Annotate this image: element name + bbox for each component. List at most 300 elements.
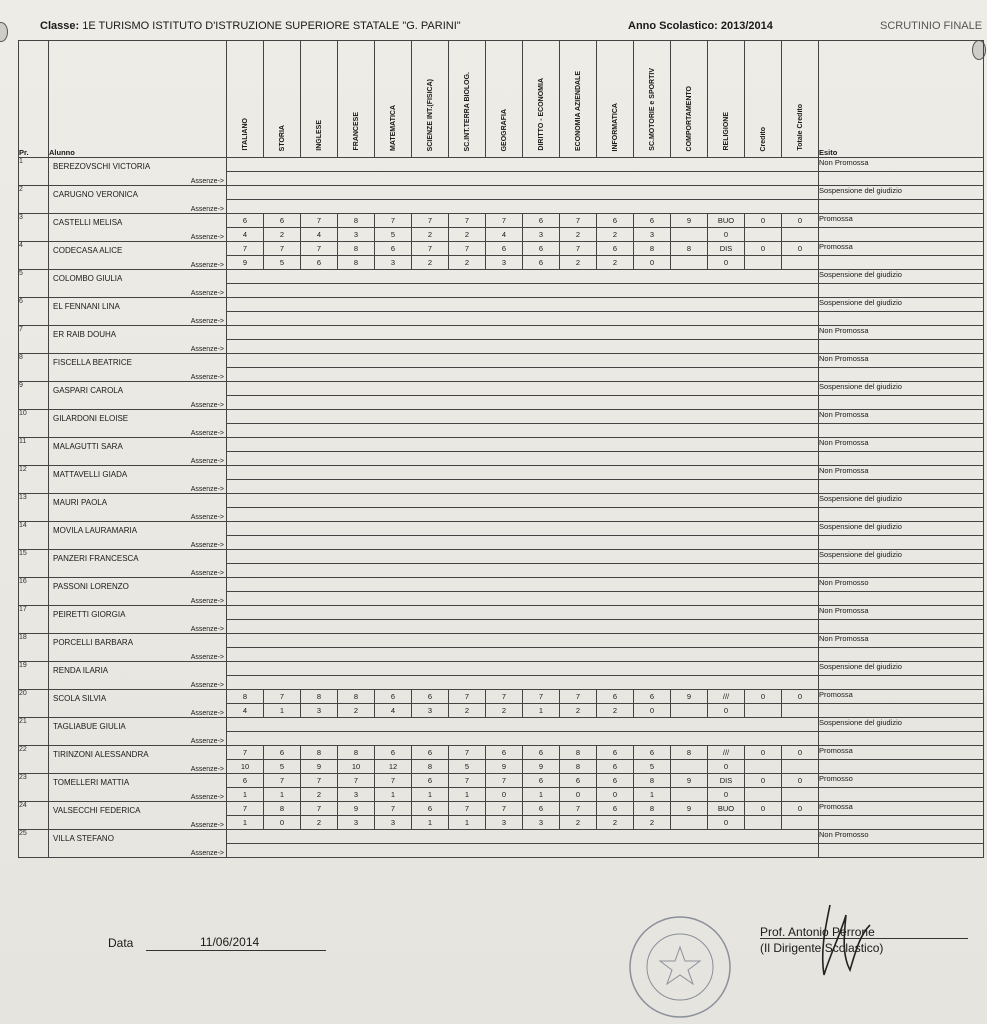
grade-cells-empty	[227, 578, 819, 592]
student-name: GILARDONI ELOISE	[53, 414, 129, 423]
esito-cell: Non Promossa	[819, 438, 984, 452]
grade-cell: 7	[301, 774, 338, 788]
assenze-label: Assenze->	[190, 430, 224, 437]
school-year: Anno Scolastico: 2013/2014	[628, 20, 773, 32]
absence-cell: 3	[523, 228, 560, 242]
student-name: EL FENNANI LINA	[53, 302, 120, 311]
grade-cell: 7	[560, 690, 597, 704]
absence-cell	[671, 256, 708, 270]
student-name: CARUGNO VERONICA	[53, 190, 138, 199]
absence-cell: 0	[708, 760, 745, 774]
absence-cell	[671, 788, 708, 802]
student-name: TIRINZONI ALESSANDRA	[53, 750, 149, 759]
absence-cell	[745, 816, 782, 830]
table-row	[19, 158, 984, 172]
assenze-label: Assenze->	[190, 682, 224, 689]
esito-cell: Sospensione del giudizio	[819, 494, 984, 508]
grade-cell: 7	[227, 802, 264, 816]
student-name: PANZERI FRANCESCA	[53, 554, 139, 563]
absence-cell: 5	[449, 760, 486, 774]
student-number: 3	[19, 214, 49, 242]
header-esito: Esito	[819, 41, 984, 158]
esito-cell-blank	[819, 172, 984, 186]
grade-cell: 6	[264, 214, 301, 228]
assenze-label: Assenze->	[190, 542, 224, 549]
absence-cell: 3	[634, 228, 671, 242]
student-number: 14	[19, 522, 49, 550]
grade-cell: 7	[375, 802, 412, 816]
absence-cells-empty	[227, 452, 819, 466]
grade-cell: 6	[412, 774, 449, 788]
student-name: ER RAIB DOUHA	[53, 330, 117, 339]
assenze-label: Assenze->	[190, 514, 224, 521]
date-value: 11/06/2014	[200, 935, 260, 949]
absence-cells-empty	[227, 844, 819, 858]
assenze-label: Assenze->	[190, 234, 224, 241]
student-number: 23	[19, 774, 49, 802]
absence-cell: 9	[486, 760, 523, 774]
grade-cell: 6	[523, 746, 560, 760]
absence-cell: 6	[523, 256, 560, 270]
absence-cell: 9	[227, 256, 264, 270]
handwritten-signature	[800, 895, 880, 985]
grade-cell: ///	[708, 690, 745, 704]
table-row	[19, 438, 984, 452]
assenze-label: Assenze->	[190, 346, 224, 353]
student-name: GASPARI CAROLA	[53, 386, 124, 395]
esito-cell-blank	[819, 368, 984, 382]
absence-cells-empty	[227, 564, 819, 578]
header-subject	[597, 41, 634, 158]
table-row	[19, 354, 984, 368]
student-name-cell	[49, 802, 227, 830]
esito-cell: Sospensione del giudizio	[819, 270, 984, 284]
student-number: 8	[19, 354, 49, 382]
grade-cell: 6	[523, 214, 560, 228]
grade-cell: 6	[597, 690, 634, 704]
absence-cell: 2	[449, 228, 486, 242]
absence-cell: 3	[412, 704, 449, 718]
grade-cells-empty	[227, 326, 819, 340]
absence-cells-empty	[227, 424, 819, 438]
student-name-cell	[49, 494, 227, 522]
esito-cell-blank	[819, 256, 984, 270]
grade-cells-empty	[227, 186, 819, 200]
grade-cell: 7	[301, 802, 338, 816]
absence-cells-empty	[227, 312, 819, 326]
table-row	[19, 382, 984, 396]
header-subject	[412, 41, 449, 158]
esito-cell: Non Promossa	[819, 606, 984, 620]
absence-cell	[782, 704, 819, 718]
student-name: MOVILA LAURAMARIA	[53, 526, 138, 535]
table-row	[19, 466, 984, 480]
grade-cells-empty	[227, 494, 819, 508]
absence-cell	[671, 704, 708, 718]
grade-cell: 7	[486, 774, 523, 788]
student-name: VALSECCHI FEDERICA	[53, 806, 141, 815]
esito-cell: Promossa	[819, 802, 984, 816]
grade-cell: 6	[486, 242, 523, 256]
absence-cell: 2	[412, 256, 449, 270]
grade-cell: 8	[560, 746, 597, 760]
absence-cell: 1	[264, 788, 301, 802]
table-row	[19, 522, 984, 536]
esito-cell-blank	[819, 228, 984, 242]
table-row	[19, 242, 984, 256]
header-subject-label: INGLESE	[315, 120, 323, 151]
grade-cell: 6	[486, 746, 523, 760]
signer-role: (Il Dirigente Scolastico)	[760, 941, 884, 955]
header-subject	[375, 41, 412, 158]
absence-cell: 1	[227, 788, 264, 802]
header-subject	[708, 41, 745, 158]
table-row	[19, 746, 984, 760]
absence-cell: 2	[301, 788, 338, 802]
student-name-cell	[49, 326, 227, 354]
absence-cell: 1	[449, 788, 486, 802]
student-name-cell	[49, 718, 227, 746]
esito-cell: Promosso	[819, 774, 984, 788]
absence-cell: 8	[412, 760, 449, 774]
grade-cell: BUO	[708, 802, 745, 816]
absence-cell: 2	[301, 816, 338, 830]
grade-cell: DIS	[708, 242, 745, 256]
grade-cell: 7	[375, 774, 412, 788]
student-name-cell	[49, 242, 227, 270]
grade-cell: 9	[671, 214, 708, 228]
assenze-label: Assenze->	[190, 570, 224, 577]
assenze-label: Assenze->	[190, 794, 224, 801]
absence-cell: 5	[375, 228, 412, 242]
esito-cell: Non Promossa	[819, 326, 984, 340]
assenze-label: Assenze->	[190, 262, 224, 269]
grade-cell: 7	[486, 802, 523, 816]
grade-cell: 7	[449, 802, 486, 816]
absence-cell: 0	[634, 704, 671, 718]
esito-cell: Sospensione del giudizio	[819, 382, 984, 396]
official-seal	[615, 905, 745, 1020]
esito-cell: Non Promosso	[819, 830, 984, 844]
esito-cell: Non Promossa	[819, 410, 984, 424]
absence-cells-empty	[227, 648, 819, 662]
absence-cell: 1	[523, 704, 560, 718]
grades-table	[18, 40, 984, 858]
grade-cell: 7	[449, 690, 486, 704]
absence-cell: 9	[301, 760, 338, 774]
header-subject	[301, 41, 338, 158]
absence-cell: 2	[634, 816, 671, 830]
absence-cell	[671, 760, 708, 774]
absence-cell: 2	[486, 704, 523, 718]
grade-cell: 0	[782, 242, 819, 256]
header-subject	[782, 41, 819, 158]
absence-cell: 3	[338, 228, 375, 242]
grade-cell: ///	[708, 746, 745, 760]
table-row	[19, 606, 984, 620]
esito-cell-blank	[819, 312, 984, 326]
absence-cell: 0	[708, 256, 745, 270]
absence-cell: 2	[264, 228, 301, 242]
table-row	[19, 298, 984, 312]
esito-cell-blank	[819, 284, 984, 298]
student-number: 21	[19, 718, 49, 746]
grade-cells-empty	[227, 298, 819, 312]
absence-cell: 0	[708, 228, 745, 242]
absence-cell: 6	[597, 760, 634, 774]
header-subject	[227, 41, 264, 158]
table-header-row	[19, 41, 984, 158]
table-row	[19, 718, 984, 732]
student-name-cell	[49, 522, 227, 550]
grade-cell: 0	[782, 214, 819, 228]
grade-cell: 6	[227, 214, 264, 228]
grade-cell: 6	[560, 774, 597, 788]
grade-cell: 6	[264, 746, 301, 760]
class-line	[40, 20, 461, 32]
esito-cell: Sospensione del giudizio	[819, 718, 984, 732]
absence-cell: 0	[708, 788, 745, 802]
esito-cell-blank	[819, 564, 984, 578]
grade-cell: 6	[634, 690, 671, 704]
grade-cell: 8	[634, 774, 671, 788]
absence-cell: 3	[375, 816, 412, 830]
student-number: 13	[19, 494, 49, 522]
absence-cell: 4	[301, 228, 338, 242]
assenze-label: Assenze->	[190, 374, 224, 381]
absence-cell	[782, 816, 819, 830]
student-number: 9	[19, 382, 49, 410]
absence-cell: 3	[523, 816, 560, 830]
grade-cells-empty	[227, 382, 819, 396]
student-name-cell	[49, 382, 227, 410]
grade-cell: 9	[338, 802, 375, 816]
grade-cell: 0	[782, 746, 819, 760]
student-name: PORCELLI BARBARA	[53, 638, 134, 647]
table-row	[19, 270, 984, 284]
absence-cell: 2	[560, 816, 597, 830]
grade-cells-empty	[227, 466, 819, 480]
absence-cells-empty	[227, 172, 819, 186]
table-row	[19, 550, 984, 564]
absence-cells-empty	[227, 676, 819, 690]
grade-cell: 6	[523, 774, 560, 788]
assenze-label: Assenze->	[190, 318, 224, 325]
grade-cell: 7	[449, 746, 486, 760]
grade-cell: 6	[597, 802, 634, 816]
header-subject-label: RELIGIONE	[722, 112, 730, 151]
absence-cell: 10	[227, 760, 264, 774]
table-row	[19, 690, 984, 704]
header-subject-label: STORIA	[278, 124, 286, 151]
absence-cell: 2	[560, 704, 597, 718]
header-subject-label: INFORMATICA	[611, 102, 619, 151]
absence-cell	[782, 788, 819, 802]
esito-cell-blank	[819, 788, 984, 802]
esito-cell-blank	[819, 424, 984, 438]
grade-cell: 7	[264, 242, 301, 256]
header-subject-label: Totale Credito	[796, 104, 804, 151]
esito-cell: Sospensione del giudizio	[819, 522, 984, 536]
grade-cell: 8	[671, 242, 708, 256]
esito-cell-blank	[819, 480, 984, 494]
grade-cell: 8	[338, 242, 375, 256]
student-name-cell	[49, 550, 227, 578]
absence-cell: 1	[523, 788, 560, 802]
esito-cell: Promossa	[819, 242, 984, 256]
student-name-cell	[49, 830, 227, 858]
grade-cell: 6	[412, 746, 449, 760]
header-subject-label: GEOGRAFIA	[500, 108, 508, 151]
header-subject-label: ITALIANO	[241, 118, 249, 151]
esito-cell: Sospensione del giudizio	[819, 550, 984, 564]
grade-cells-empty	[227, 718, 819, 732]
student-name-cell	[49, 690, 227, 718]
header-subject	[264, 41, 301, 158]
absence-cell	[745, 704, 782, 718]
absence-cell: 2	[338, 704, 375, 718]
absence-cell: 0	[597, 788, 634, 802]
student-name: CODECASA ALICE	[53, 246, 123, 255]
grade-cell: 6	[412, 802, 449, 816]
grade-cell: 7	[301, 214, 338, 228]
grade-cell: 6	[523, 242, 560, 256]
grade-cell: 6	[634, 214, 671, 228]
esito-cell-blank	[819, 844, 984, 858]
absence-cell: 5	[264, 256, 301, 270]
student-name: SCOLA SILVIA	[53, 694, 107, 703]
grade-cell: 6	[597, 242, 634, 256]
student-number: 12	[19, 466, 49, 494]
absence-cell: 4	[227, 228, 264, 242]
absence-cell: 1	[264, 704, 301, 718]
absence-cell: 2	[560, 256, 597, 270]
esito-cell-blank	[819, 536, 984, 550]
grade-cell: 7	[449, 214, 486, 228]
table-row	[19, 774, 984, 788]
student-number: 22	[19, 746, 49, 774]
date-underline	[146, 950, 326, 951]
student-name: PASSONI LORENZO	[53, 582, 129, 591]
grade-cell: 7	[560, 214, 597, 228]
grade-cell: 8	[671, 746, 708, 760]
student-number: 18	[19, 634, 49, 662]
esito-cell-blank	[819, 620, 984, 634]
grade-cell: 7	[264, 690, 301, 704]
esito-cell-blank	[819, 676, 984, 690]
table-row	[19, 186, 984, 200]
grade-cell: 6	[523, 802, 560, 816]
scrutinio-title: SCRUTINIO FINALE	[880, 20, 983, 32]
absence-cell	[671, 228, 708, 242]
grade-cell: 7	[264, 774, 301, 788]
absence-cell: 0	[708, 704, 745, 718]
assenze-label: Assenze->	[190, 598, 224, 605]
student-number: 17	[19, 606, 49, 634]
header-pr: Pr.	[19, 41, 49, 158]
student-name: VILLA STEFANO	[53, 834, 114, 843]
date-label: Data	[108, 936, 134, 950]
esito-cell: Non Promossa	[819, 634, 984, 648]
grade-cell: 9	[671, 690, 708, 704]
assenze-label: Assenze->	[190, 822, 224, 829]
grade-cell: 0	[745, 746, 782, 760]
esito-cell-blank	[819, 732, 984, 746]
grade-cell: 6	[375, 242, 412, 256]
absence-cells-empty	[227, 592, 819, 606]
grade-cell: 8	[227, 690, 264, 704]
table-row	[19, 410, 984, 424]
absence-cell: 2	[560, 228, 597, 242]
esito-cell-blank	[819, 592, 984, 606]
esito-cell-blank	[819, 648, 984, 662]
student-number: 15	[19, 550, 49, 578]
student-name-cell	[49, 438, 227, 466]
grade-cells-empty	[227, 522, 819, 536]
assenze-label: Assenze->	[190, 290, 224, 297]
absence-cells-empty	[227, 284, 819, 298]
grade-cells-empty	[227, 662, 819, 676]
grade-cell: DIS	[708, 774, 745, 788]
student-number: 7	[19, 326, 49, 354]
table-row	[19, 662, 984, 676]
header-subject	[634, 41, 671, 158]
header-subject	[523, 41, 560, 158]
absence-cell: 0	[264, 816, 301, 830]
document-header	[40, 20, 987, 40]
header-subject	[671, 41, 708, 158]
student-name-cell	[49, 578, 227, 606]
student-name: TOMELLERI MATTIA	[53, 778, 130, 787]
grade-cell: 7	[338, 774, 375, 788]
absence-cell: 1	[412, 788, 449, 802]
absence-cells-empty	[227, 536, 819, 550]
absence-cell: 10	[338, 760, 375, 774]
grade-cell: 7	[412, 214, 449, 228]
grade-cells-empty	[227, 438, 819, 452]
absence-cell	[782, 228, 819, 242]
absence-cells-empty	[227, 508, 819, 522]
table-row	[19, 578, 984, 592]
esito-cell: Promossa	[819, 746, 984, 760]
assenze-label: Assenze->	[190, 850, 224, 857]
esito-cell-blank	[819, 452, 984, 466]
esito-cell: Promossa	[819, 214, 984, 228]
absence-cell: 2	[412, 228, 449, 242]
assenze-label: Assenze->	[190, 738, 224, 745]
absence-cell: 3	[301, 704, 338, 718]
grade-cell: 7	[486, 214, 523, 228]
esito-cell: Sospensione del giudizio	[819, 662, 984, 676]
absence-cell: 2	[449, 256, 486, 270]
esito-cell-blank	[819, 396, 984, 410]
grade-cells-empty	[227, 634, 819, 648]
absence-cell: 0	[486, 788, 523, 802]
table-row	[19, 326, 984, 340]
absence-cells-empty	[227, 396, 819, 410]
grade-cell: 6	[597, 214, 634, 228]
grade-cell: 0	[782, 774, 819, 788]
grade-cell: 0	[782, 802, 819, 816]
class-value: 1E TURISMO ISTITUTO D'ISTRUZIONE SUPERIORE STATALE "G. PARINI"	[82, 20, 461, 32]
grade-cells-empty	[227, 158, 819, 172]
header-subject-label: SC.INT.TERRA BIOLOG.	[463, 71, 471, 151]
grade-cells-empty	[227, 606, 819, 620]
student-name-cell	[49, 298, 227, 326]
absence-cells-empty	[227, 620, 819, 634]
grade-cell: 0	[745, 214, 782, 228]
absence-cell: 2	[597, 228, 634, 242]
